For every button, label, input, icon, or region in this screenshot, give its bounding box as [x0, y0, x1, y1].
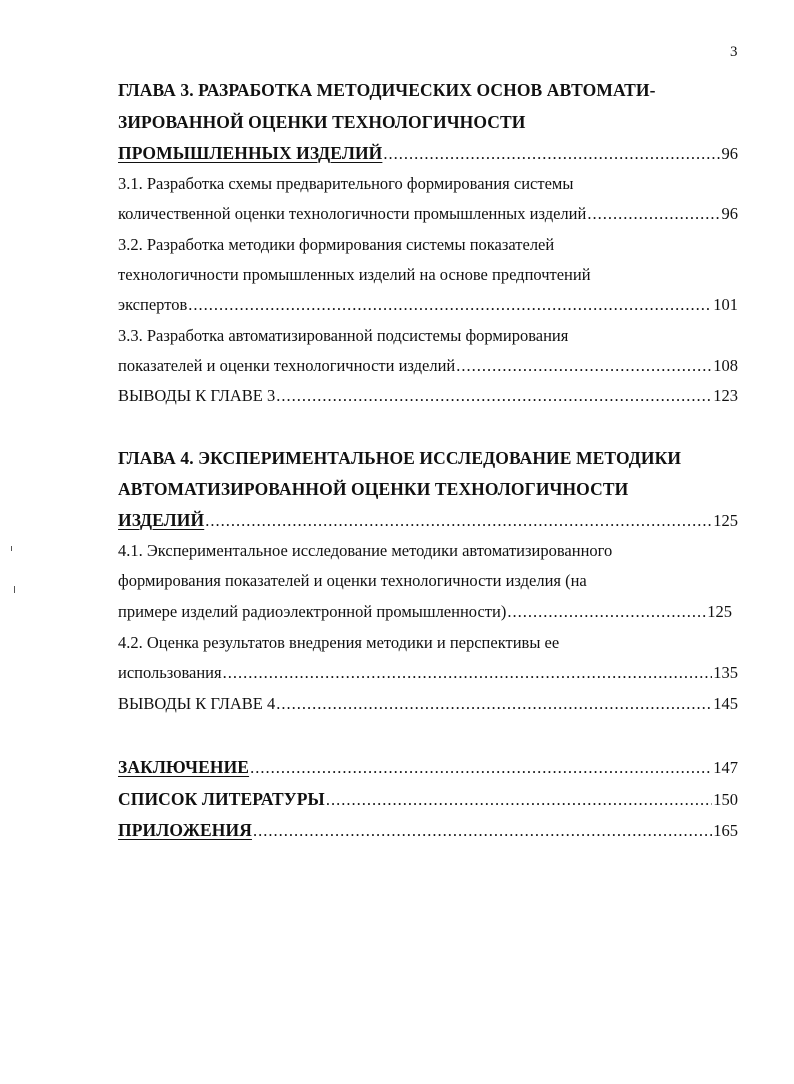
leader-dots — [276, 694, 712, 714]
appendices-page: 165 — [713, 821, 738, 840]
appendices-entry — [118, 820, 738, 841]
leader-dots — [507, 602, 706, 622]
leader-dots — [253, 821, 712, 841]
appendices-title: ПРИЛОЖЕНИЯ — [118, 820, 252, 840]
chapter3-s2-line2: технологичности промышленных изделий на основе предпочтений — [118, 265, 591, 284]
conclusion-entry — [118, 757, 738, 778]
chapter3-s3-page: 108 — [713, 356, 738, 375]
chapter3-s3-line2: показателей и оценки технологичности изделий — [118, 356, 456, 375]
leader-dots — [456, 356, 712, 376]
chapter4-s1-line1: 4.1. Экспериментальное исследование методики автоматизированного — [118, 541, 613, 560]
chapter3-s1-line2: количественной оценки технологичности промышленных изделий — [118, 204, 587, 223]
chapter4-heading-entry — [118, 510, 738, 531]
chapter3-heading-line1: ГЛАВА 3. РАЗРАБОТКА МЕТОДИЧЕСКИХ ОСНОВ АВТОМАТИ- — [118, 80, 656, 100]
chapter4-s2-entry — [118, 663, 738, 683]
chapter4-conclusions-page: 145 — [713, 694, 738, 713]
chapter4-heading-line3: ИЗДЕЛИЙ — [118, 510, 205, 530]
chapter4-s1-entry — [118, 602, 732, 622]
page-number: 3 — [730, 44, 738, 60]
chapter4-conclusions: ВЫВОДЫ К ГЛАВЕ 4 — [118, 694, 276, 713]
chapter4-s2-line1: 4.2. Оценка результатов внедрения методики и перспективы ее — [118, 633, 560, 652]
chapter3-heading-line2: ЗИРОВАННОЙ ОЦЕНКИ ТЕХНОЛОГИЧНОСТИ — [118, 112, 526, 132]
chapter3-conclusions-entry — [118, 386, 738, 406]
chapter4-s1-page: 125 — [707, 602, 732, 621]
chapter3-s2-page: 101 — [713, 295, 738, 314]
leader-dots — [205, 511, 712, 531]
chapter3-conclusions: ВЫВОДЫ К ГЛАВЕ 3 — [118, 386, 276, 405]
scan-mark — [11, 546, 12, 551]
chapter4-heading-page: 125 — [713, 511, 738, 530]
leader-dots — [188, 295, 712, 315]
leader-dots — [326, 790, 712, 810]
conclusion-page: 147 — [713, 758, 738, 777]
leader-dots — [223, 663, 713, 683]
chapter3-heading-entry — [118, 143, 738, 164]
chapter3-conclusions-page: 123 — [713, 386, 738, 405]
chapter4-s1-line2: формирования показателей и оценки технологичности изделия (на — [118, 571, 587, 590]
chapter3-heading-line3: ПРОМЫШЛЕННЫХ ИЗДЕЛИЙ — [118, 143, 383, 163]
chapter3-s1-line1: 3.1. Разработка схемы предварительного формирования системы — [118, 174, 574, 193]
leader-dots — [276, 386, 712, 406]
references-entry — [118, 789, 738, 810]
chapter4-s2-line2: использования — [118, 663, 222, 682]
chapter3-s3-entry — [118, 356, 738, 376]
chapter3-s2-entry — [118, 295, 738, 315]
chapter4-heading-line2: АВТОМАТИЗИРОВАННОЙ ОЦЕНКИ ТЕХНОЛОГИЧНОСТИ — [118, 479, 629, 499]
chapter3-s1-page: 96 — [721, 204, 738, 223]
chapter3-s3-line1: 3.3. Разработка автоматизированной подсистемы формирования — [118, 326, 569, 345]
chapter4-s1-line3: примере изделий радиоэлектронной промышленности) — [118, 602, 507, 621]
chapter4-heading-line1: ГЛАВА 4. ЭКСПЕРИМЕНТАЛЬНОЕ ИССЛЕДОВАНИЕ МЕТОДИКИ — [118, 448, 682, 468]
leader-dots — [250, 758, 712, 778]
chapter3-s2-line3: экспертов — [118, 295, 188, 314]
chapter3-s1-entry — [118, 204, 738, 224]
leader-dots — [587, 204, 720, 224]
conclusion-title: ЗАКЛЮЧЕНИЕ — [118, 757, 250, 777]
references-title: СПИСОК ЛИТЕРАТУРЫ — [118, 789, 325, 809]
chapter3-s2-line1: 3.2. Разработка методики формирования системы показателей — [118, 235, 555, 254]
chapter4-s2-page: 135 — [713, 663, 738, 682]
chapter3-heading-page: 96 — [721, 144, 738, 163]
references-page: 150 — [713, 790, 738, 809]
leader-dots — [383, 144, 720, 164]
chapter4-conclusions-entry — [118, 694, 738, 714]
scan-mark — [14, 586, 15, 593]
